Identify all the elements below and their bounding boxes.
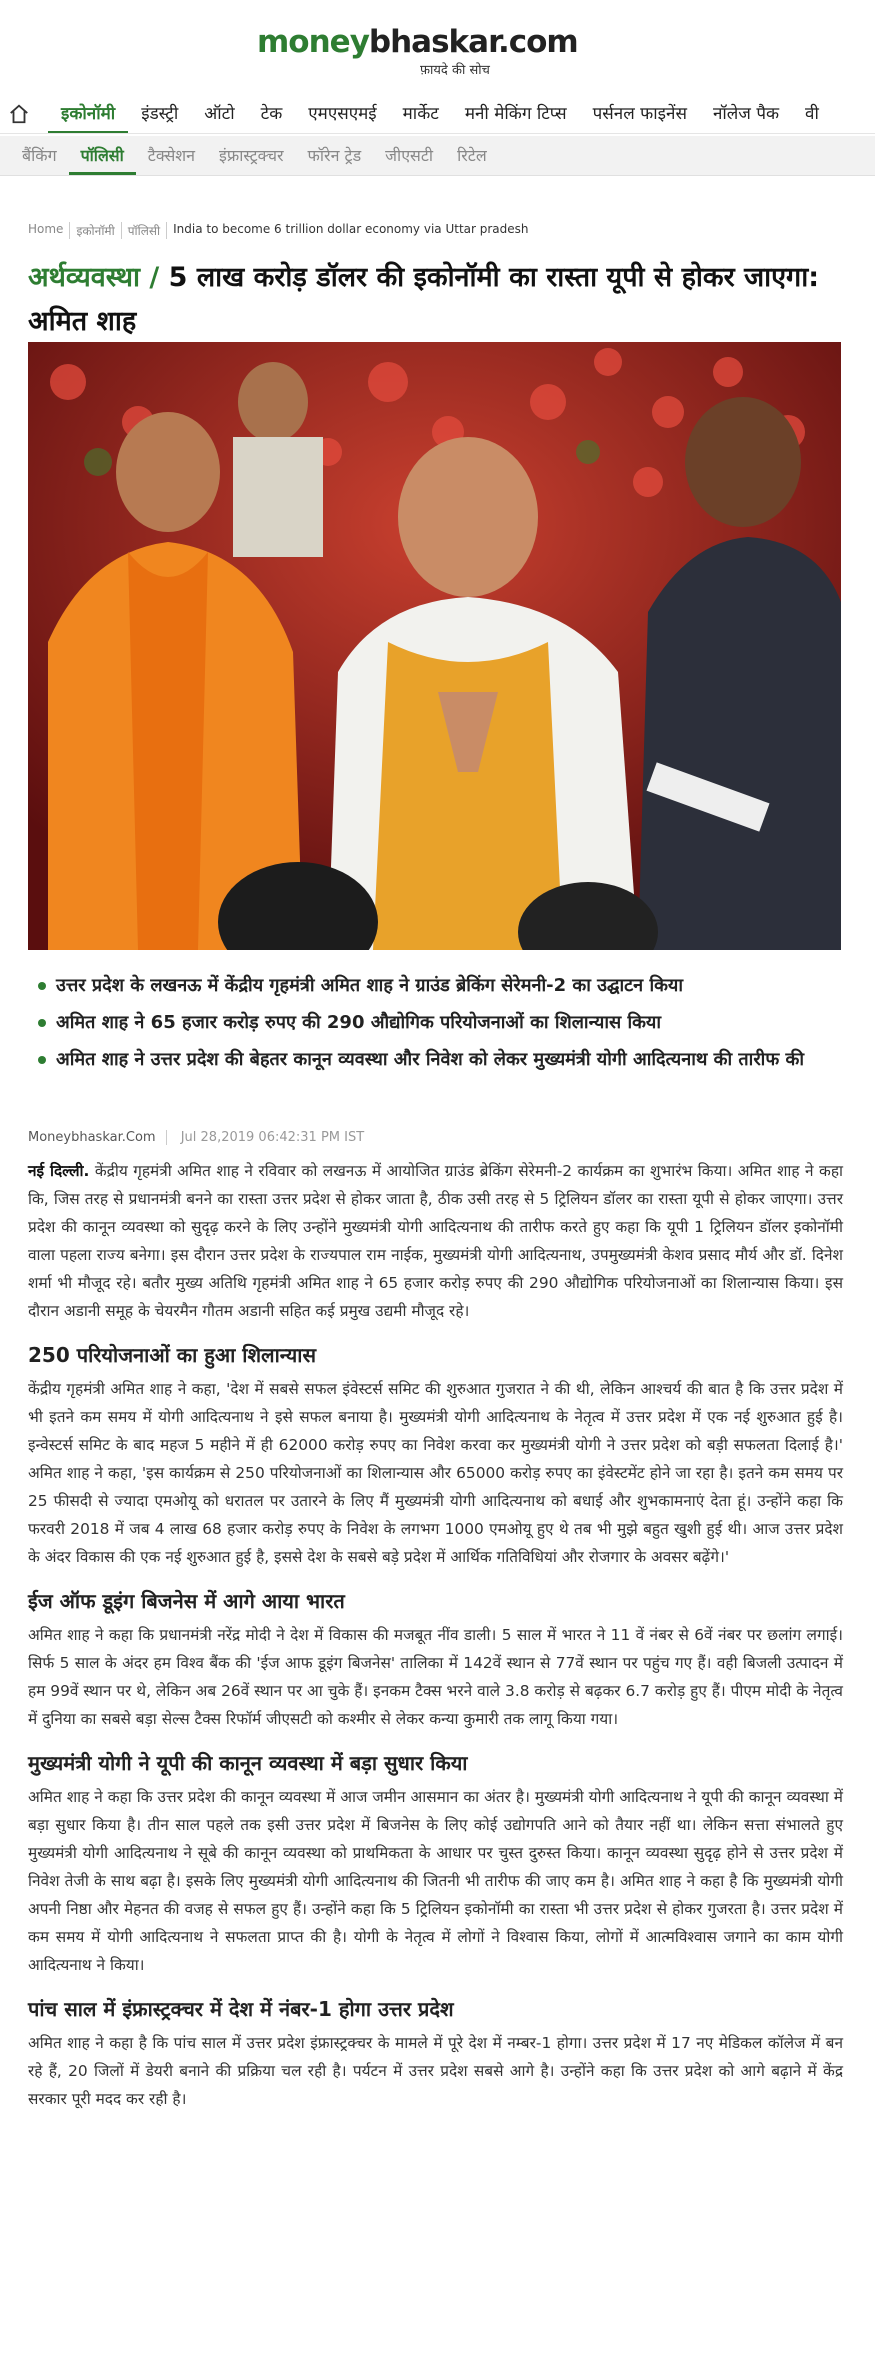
logo-tagline: फ़ायदे की सोच [420,63,490,78]
nav-item[interactable]: मार्केट [402,104,439,124]
dateline: नई दिल्ली. [28,1162,90,1180]
subnav-item[interactable]: बैंकिंग [22,146,57,165]
nav-item[interactable]: नॉलेज पैक [712,104,780,124]
article-paragraph-4: अमित शाह ने कहा कि उत्तर प्रदेश की कानून व्यवस्था में आज जमीन आसमान का अंतर है। मुख्यमंत्री योगी आदित्यनाथ ने यूपी की कानून व्यवस्था में बड़ा सुधार किया है। तीन साल पहले तक इसी उत्तर प्रदेश में बिजनेस के लिए कोई उद्योगपति आने को तैयार नहीं था। लेकिन सत्ता संभालते हुए मुख्यमंत्री योगी आदित्यनाथ ने सूबे की कानून व्यवस्था को प्राथमिकता के आधार पर चुस्त दुरुस्त किया। कानून व्यवस्था सुदृढ़ होने से उत्तर प्रदेश में निवेश तेजी के साथ बढ़ा है। इसके लिए मुख्यमंत्री योगी आदित्यनाथ की जितनी भी तारीफ की जाए कम है। अमित शाह ने कहा है कि मुख्यमंत्री योगी अपनी निष्ठा और मेहनत की वजह से सफल हुए हैं। उन्होंने कहा कि 5 ट्रिलियन इकोनॉमी का रास्ता भी उत्तर प्रदेश से होकर गुजरता है। उत्तर प्रदेश में कम समय में योगी आदित्यनाथ ने सफलता प्राप्त की है। योगी के नेतृत्व में लोगों ने विश्वास किया, लोगों में आत्मविश्वास जगाने का काम योगी आदित्यनाथ ने किया। [28,1788,843,1974]
article-meta [28,1130,364,1145]
highlight-item: अमित शाह ने 65 हजार करोड़ रुपए की 290 औद्योगिक परियोजनाओं का शिलान्यास किया [38,1009,843,1036]
logo-dotcom: .com [497,24,578,60]
breadcrumb-item[interactable]: इकोनॉमी [70,222,121,239]
logo-bhaskar: bhaskar [368,24,498,60]
subnav-item[interactable]: टैक्सेशन [147,146,196,165]
subnav-item[interactable]: फॉरेन ट्रेड [307,146,362,165]
subheading-infrastructure: पांच साल में इंफ्रास्ट्रक्चर में देश में नंबर-1 होगा उत्तर प्रदेश [28,1997,454,2021]
nav-item[interactable]: वी [805,104,819,124]
article-paragraph-2: केंद्रीय गृहमंत्री अमित शाह ने कहा, 'देश में सबसे सफल इंवेस्टर्स समिट की शुरुआत गुजरात ने की थी, लेकिन आश्चर्य की बात है कि उत्तर प्रदेश में भी इतने कम समय में योगी आदित्यनाथ ने इसे सफल बनाया है। मुख्यमंत्री योगी आदित्यनाथ के नेतृत्व में उत्तर प्रदेश में एक नई शुरुआत हुई है। इन्वेस्टर्स समिट के बाद महज 5 महीने में ही 62000 करोड़ रुपए का निवेश करवा कर मुख्यमंत्री योगी ने उत्तर प्रदेश को बड़ी सफलता दिलाई है।' अमित शाह ने कहा, 'इस कार्यक्रम से 250 परियोजनाओं का शिलान्यास और 65000 करोड़ रुपए का इंवेस्टमेंट होने जा रहा है। इतने कम समय पर 25 फीसदी से ज्यादा एमओयू को धरातल पर उतारने के लिए मैं मुख्यमंत्री योगी आदित्यनाथ को बधाई और शुभकामनाएं देता हूं। उन्होंने कहा कि फरवरी 2018 में जब 4 लाख 68 हजार करोड़ रुपए के निवेश के लगभग 1000 एमओयू हुए थे तब भी मुझे बहुत खुशी हुई थी। आज उत्तर प्रदेश के अंदर विकास की एक नई शुरुआत हुई है, इससे देश के सबसे बड़े प्रदेश में आर्थिक गतिविधियां और रोजगार के अवसर बढ़ेंगे।' [28,1380,843,1566]
subheading-law-order: मुख्यमंत्री योगी ने यूपी की कानून व्यवस्था में बड़ा सुधार किया [28,1751,468,1775]
breadcrumb-item[interactable]: पॉलिसी [122,222,167,239]
nav-item[interactable]: पर्सनल फाइनेंस [592,104,687,124]
subnav-item[interactable]: जीएसटी [385,146,434,165]
category-link[interactable]: अर्थव्यवस्था / [28,262,160,293]
breadcrumb-item: India to become 6 trillion dollar economy via Uttar pradesh [173,222,529,236]
nav-item[interactable]: इकोनॉमी [48,94,128,134]
subnav-item[interactable]: इंफ्रास्ट्रक्चर [219,146,284,165]
subnav-item[interactable]: पॉलिसी [69,136,136,175]
main-nav [0,94,875,134]
headline-text: 5 लाख करोड़ डॉलर की इकोनॉमी का रास्ता यूपी से होकर जाएगा: अमित शाह [28,262,820,337]
logo-money: money [257,24,369,60]
breadcrumb-item[interactable]: Home [28,222,70,239]
article-paragraph-3: अमित शाह ने कहा कि प्रधानमंत्री नरेंद्र मोदी ने देश में विकास की मजबूत नींव डाली। 5 साल में भारत ने 11 वें नंबर से 6वें नंबर पर छलांग लगाई। सिर्फ 5 साल के अंदर हम विश्व बैंक की 'ईज आफ डूइंग बिजनेस' तालिका में 142वें स्थान से 77वें स्थान पर पहुंच गए हैं। वही बिजली उत्पादन में हम 99वें स्थान पर थे, लेकिन अब 26वें स्थान पर आ चुके हैं। इनकम टैक्स भरने वाले 3.8 करोड़ से बढ़कर 6.7 करोड़ हुए हैं। पीएम मोदी के नेतृत्व में दुनिया का सबसे बड़ा सेल्स टैक्स रिफॉर्म जीएसटी को कश्मीर से लेकर कन्या कुमारी तक लागू किया गया। [28,1626,843,1728]
highlight-list [38,972,843,1083]
article-paragraph-5: अमित शाह ने कहा है कि पांच साल में उत्तर प्रदेश इंफ्रास्ट्रक्चर के मामले में पूरे देश में नम्बर-1 होगा। उत्तर प्रदेश में 17 नए मेडिकल कॉलेज में बन रहे हैं, 20 जिलों में डेयरी बनाने की प्रक्रिया चल रही है। पर्यटन में उत्तर प्रदेश सबसे आगे है। उन्होंने कहा कि उत्तर प्रदेश को आगे बढ़ाने में केंद्र सरकार पूरी मदद कर रही है। [28,2034,843,2108]
home-icon[interactable] [8,103,30,125]
breadcrumb [28,222,535,239]
subheading-projects: 250 परियोजनाओं का हुआ शिलान्यास [28,1343,316,1367]
nav-item[interactable]: टेक [260,104,283,124]
article-date: Jul 28,2019 06:42:31 PM IST [180,1130,365,1145]
hero-photo-illustration [28,342,841,950]
subnav-item[interactable]: रिटेल [457,146,487,165]
nav-item[interactable]: मनी मेकिंग टिप्स [464,104,567,124]
nav-item[interactable]: एमएसएमई [308,104,377,124]
subheading-ease-of-business: ईज ऑफ डूइंग बिजनेस में आगे आया भारत [28,1589,345,1613]
article-paragraph-1 [28,1157,843,1325]
article-source: Moneybhaskar.Com [28,1130,167,1145]
article-body [28,1157,843,2127]
site-header [0,0,875,90]
hero-photo [28,342,841,950]
sub-nav [0,136,875,176]
paragraph-1-text: केंद्रीय गृहमंत्री अमित शाह ने रविवार को लखनऊ में आयोजित ग्राउंड ब्रेकिंग सेरेमनी-2 कार्यक्रम का शुभारंभ किया। अमित शाह ने कहा कि, जिस तरह से प्रधानमंत्री बनने का रास्ता उत्तर प्रदेश से होकर जाता है, ठीक उसी तरह से 5 ट्रिलियन डॉलर का रास्ता यूपी से होकर जाएगा। उत्तर प्रदेश की कानून व्यवस्था को सुदृढ़ करने के लिए उन्होंने मुख्यमंत्री योगी आदित्यनाथ की तारीफ करते हुए कहा कि यूपी 1 ट्रिलियन डॉलर इकोनॉमी वाला पहला राज्य बनेगा। इस दौरान उत्तर प्रदेश के राज्यपाल राम नाईक, मुख्यमंत्री योगी आदित्यनाथ, उपमुख्यमंत्री केशव प्रसाद मौर्य और डॉ. दिनेश शर्मा भी मौजूद रहे। बतौर मुख्य अतिथि गृहमंत्री अमित शाह ने 65 हजार करोड़ रुपए की 290 औद्योगिक परियोजनाओं का शिलान्यास किया। इस दौरान अडानी समूह के चेयरमैन गौतम अडानी सहित कई प्रमुख उद्यमी मौजूद रहे। [28,1162,843,1320]
nav-item[interactable]: ऑटो [204,104,235,124]
page-title [28,256,843,344]
highlight-item: अमित शाह ने उत्तर प्रदेश की बेहतर कानून व्यवस्था और निवेश को लेकर मुख्यमंत्री योगी आदित्यनाथ की तारीफ की [38,1046,843,1073]
nav-item[interactable]: इंडस्ट्री [141,104,179,124]
highlight-item: उत्तर प्रदेश के लखनऊ में केंद्रीय गृहमंत्री अमित शाह ने ग्राउंड ब्रेकिंग सेरेमनी-2 का उद्घाटन किया [38,972,843,999]
site-logo[interactable] [257,24,578,60]
